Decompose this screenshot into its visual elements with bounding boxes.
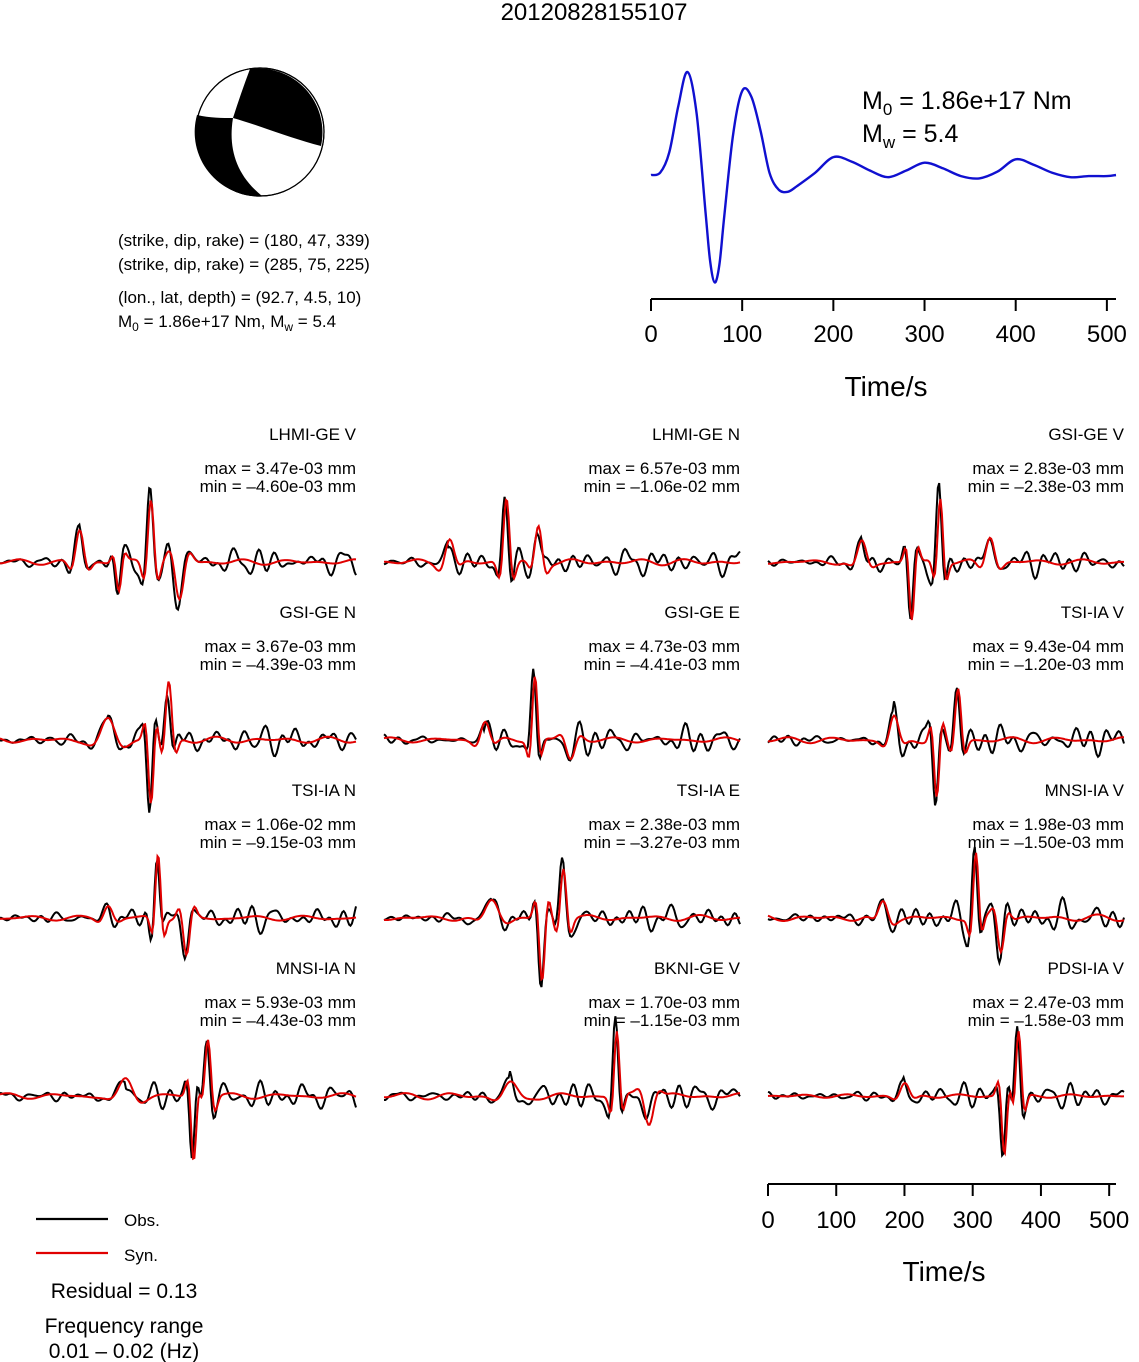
max-amplitude-label: max = 1.70e-03 mm [588,993,740,1012]
waveform-tick-label: 0 [761,1207,775,1234]
max-amplitude-label: max = 2.47e-03 mm [972,993,1124,1012]
residual-label: Residual = 0.13 [50,1280,198,1303]
waveform-panel [0,781,356,959]
stf-axis-label: Time/s [844,371,928,402]
observed-trace [384,669,740,761]
max-amplitude-label: max = 5.93e-03 mm [204,993,356,1012]
min-amplitude-label: min = –4.60e-03 mm [199,477,356,496]
station-label: GSI-GE E [664,603,740,622]
observed-trace [384,497,740,581]
station-label: GSI-GE V [1048,425,1124,444]
waveform-tick-label: 200 [884,1207,925,1234]
max-amplitude-label: max = 1.98e-03 mm [972,815,1124,834]
station-label: BKNI-GE V [654,959,740,978]
frequency-range-value: 0.01 – 0.02 (Hz) [48,1340,200,1362]
waveform-panel [384,781,740,987]
synthetic-trace [768,1031,1124,1153]
max-amplitude-label: max = 2.38e-03 mm [588,815,740,834]
source-time-function-panel [644,72,1127,402]
stf-tick-label: 500 [1086,321,1127,348]
mechanism-plane-1: (strike, dip, rake) = (180, 47, 339) [118,231,370,250]
waveform-panel [384,959,741,1125]
synthetic-trace [0,501,356,600]
waveform-panel [768,959,1125,1155]
min-amplitude-label: min = –9.15e-03 mm [199,833,356,852]
station-label: GSI-GE N [279,603,356,622]
stf-tick-label: 400 [995,321,1036,348]
min-amplitude-label: min = –4.39e-03 mm [199,655,356,674]
figure-title: 20120828155107 [500,0,688,26]
station-label: MNSI-IA N [275,959,356,978]
legend-obs-label: Obs. [124,1211,160,1230]
waveform-panel [768,603,1125,805]
observed-trace [768,847,1124,963]
waveform-grid [0,425,1125,1159]
beachball-mechanism [195,68,324,196]
mechanism-location: (lon., lat, depth) = (92.7, 4.5, 10) [118,288,362,307]
observed-trace [768,483,1124,619]
max-amplitude-label: max = 4.73e-03 mm [588,637,740,656]
stf-tick-label: 300 [904,321,945,348]
waveform-panel [0,959,356,1159]
frequency-range-title: Frequency range [44,1315,204,1338]
stf-tick-label: 200 [813,321,854,348]
waveform-tick-label: 300 [952,1207,993,1234]
max-amplitude-label: max = 1.06e-02 mm [204,815,356,834]
stf-magnitude-label: $M_w = 5.4$ [862,120,959,152]
waveform-time-axis [761,1184,1129,1234]
station-label: LHMI-GE V [269,425,356,444]
min-amplitude-label: min = –4.43e-03 mm [199,1011,356,1030]
max-amplitude-label: max = 3.67e-03 mm [204,637,356,656]
max-amplitude-label: max = 3.47e-03 mm [204,459,356,478]
station-label: LHMI-GE N [652,425,740,444]
min-amplitude-label: min = –1.15e-03 mm [583,1011,740,1030]
waveform-axis-label: Time/s [902,1256,986,1287]
waveform-panel [384,425,740,581]
mechanism-moment: $M_0 = 1.86e+17$ Nm, $M_w = 5.4$ [118,312,337,334]
legend-syn-label: Syn. [124,1246,159,1265]
observed-trace [0,1041,356,1158]
waveform-tick-label: 100 [816,1207,857,1234]
min-amplitude-label: min = –2.38e-03 mm [967,477,1124,496]
observed-trace [384,1016,740,1119]
station-label: TSI-IA V [1060,603,1124,622]
max-amplitude-label: max = 2.83e-03 mm [972,459,1124,478]
waveform-panel [768,781,1125,963]
min-amplitude-label: min = –1.50e-03 mm [967,833,1124,852]
min-amplitude-label: min = –4.41e-03 mm [583,655,740,674]
min-amplitude-label: min = –1.06e-02 mm [583,477,740,496]
synthetic-trace [384,677,740,759]
stf-moment-label: $M_0 = 1.86e+17$ Nm [862,87,1072,119]
max-amplitude-label: max = 9.43e-04 mm [972,637,1124,656]
waveform-panel [768,425,1125,620]
waveform-tick-label: 400 [1020,1207,1061,1234]
legend [36,1211,160,1265]
max-amplitude-label: max = 6.57e-03 mm [588,459,740,478]
waveform-panel [0,425,357,610]
mechanism-plane-2: (strike, dip, rake) = (285, 75, 225) [118,255,370,274]
min-amplitude-label: min = –1.58e-03 mm [967,1011,1124,1030]
waveform-tick-label: 500 [1089,1207,1130,1234]
station-label: TSI-IA E [676,781,740,800]
station-label: MNSI-IA V [1044,781,1124,800]
synthetic-trace [768,853,1124,952]
waveform-panel [384,603,740,761]
stf-tick-label: 0 [644,321,658,348]
stf-time-axis [644,299,1127,348]
observed-trace [768,1026,1124,1155]
station-label: TSI-IA N [291,781,356,800]
min-amplitude-label: min = –1.20e-03 mm [967,655,1124,674]
synthetic-trace [384,1031,740,1124]
stf-tick-label: 100 [722,321,763,348]
synthetic-trace [0,856,356,954]
station-label: PDSI-IA V [1047,959,1124,978]
min-amplitude-label: min = –3.27e-03 mm [583,833,740,852]
